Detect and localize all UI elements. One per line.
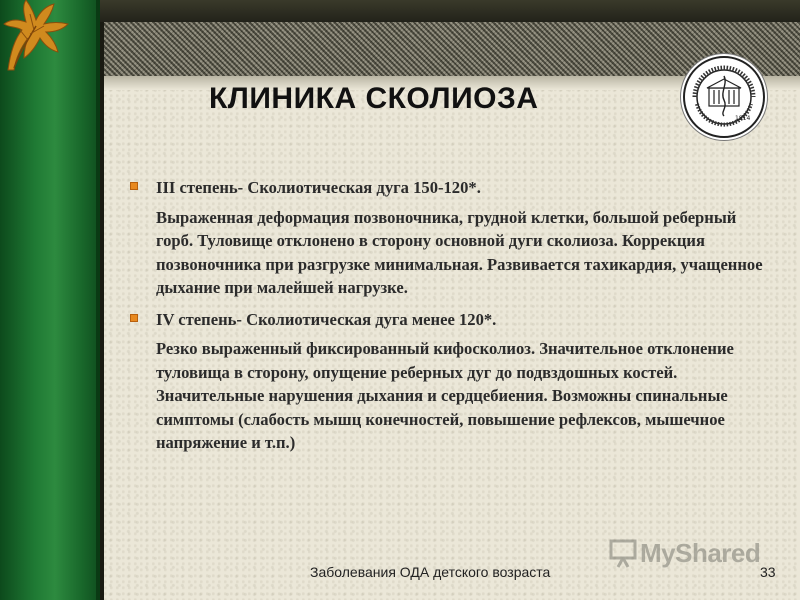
item-text: Резко выраженный фиксированный кифосколиоз. Значительное отклонение туловища в сторону, опущение реберных дуг до подвздошных костей. Значительные нарушения дыхания и сердцебиения. Возможны спинальные симптомы (слабость мышц конечностей, повышение рефлексов, мышечное напряжение и т.п.): [156, 339, 734, 452]
watermark-text: MyShared: [640, 537, 761, 568]
autumn-leaf-icon: [0, 0, 90, 72]
orange-square-bullet-icon: [130, 314, 138, 322]
top-band: [0, 0, 800, 22]
university-seal-logo: [680, 53, 768, 141]
item-heading: III степень- Сколиотическая дуга 150-120*.: [156, 178, 481, 197]
watermark: [608, 538, 760, 568]
list-item: [118, 176, 768, 200]
orange-square-bullet-icon: [130, 182, 138, 190]
list-item: [118, 308, 768, 332]
item-text: Выраженная деформация позвоночника, грудной клетки, большой реберный горб. Туловище отклонено в сторону основной дуги сколиоза. Коррекция позвоночника при разгрузке минимальная. Развивается тахикардия, учащенное дыхание при малейшей нагрузке.: [156, 207, 763, 297]
slide-footer: Заболевания ОДА детского возраста: [310, 564, 551, 580]
page-number: 33: [760, 564, 776, 580]
slide-canvas: [104, 22, 800, 600]
slide-title: КЛИНИКА СКОЛИОЗА: [209, 82, 539, 115]
presentation-board-icon: [608, 538, 640, 568]
seal-year: 1814: [735, 115, 751, 122]
green-side-strip: [0, 0, 100, 600]
item-heading: IV степень- Сколиотическая дуга менее 120*.: [156, 309, 497, 329]
slide-content: [118, 176, 768, 455]
